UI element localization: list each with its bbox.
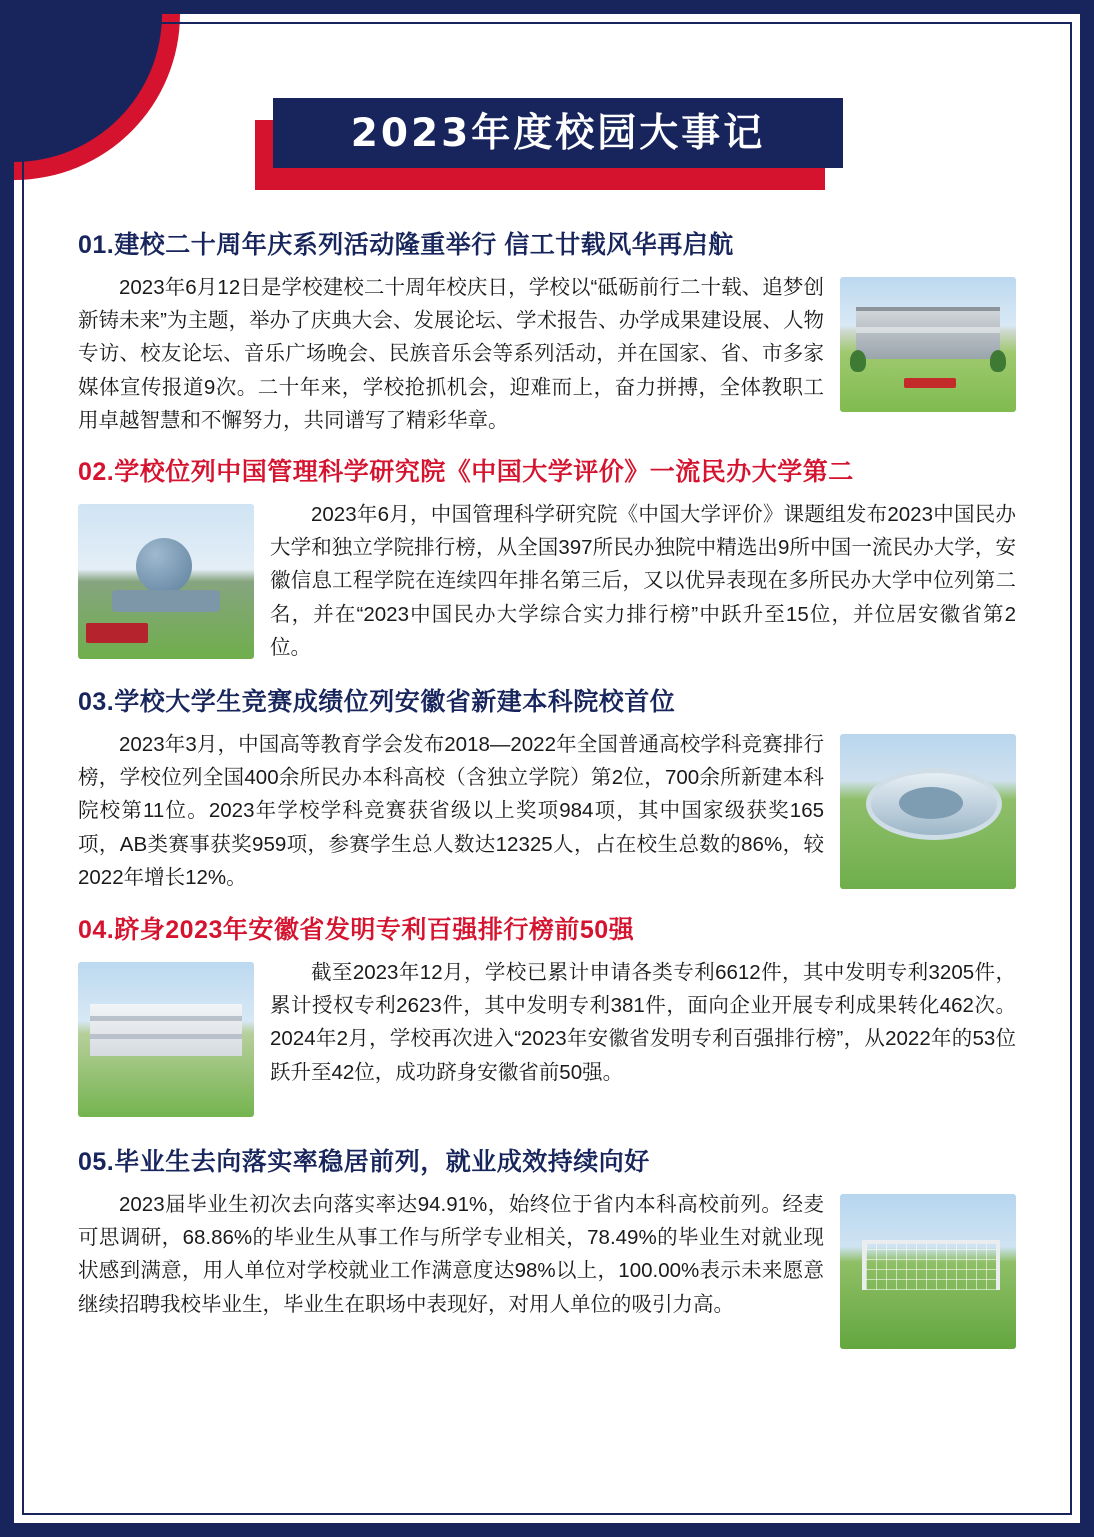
section-02-number: 02. <box>78 458 115 487</box>
section-03 <box>78 685 1016 895</box>
campus-anniversary-photo <box>840 277 1016 412</box>
section-04-title: 跻身2023年安徽省发明专利百强排行榜前50强 <box>114 916 635 945</box>
section-01-paragraph: 2023年6月12日是学校建校二十周年校庆日，学校以“砥砺前行二十载、追梦创新铸未来”为主题，举办了庆典大会、发展论坛、学术报告、办学成果建设展、人物专访、校友论坛、音乐广场晚会、民族音乐会等系列活动，并在国家、省、市多家媒体宣传报道9次。二十年来，学校抢抓机会，迎难而上，奋力拼搏，全体教职工用卓越智慧和不懈努力，共同谱写了精彩华章。 <box>78 276 824 432</box>
page-title: 2023年度校园大事记 <box>350 110 766 156</box>
section-04-number: 04. <box>78 916 115 945</box>
campus-sports-field-photo <box>840 1194 1016 1349</box>
campus-sculpture-photo <box>78 504 254 659</box>
section-03-title: 学校大学生竞赛成绩位列安徽省新建本科院校首位 <box>114 688 676 717</box>
campus-round-building-photo <box>840 734 1016 889</box>
title-banner <box>255 98 835 190</box>
section-05-number: 05. <box>78 1148 115 1177</box>
title-banner-navy-layer <box>273 98 843 168</box>
section-05-title: 毕业生去向落实率稳居前列，就业成效持续向好 <box>114 1148 650 1177</box>
section-02-paragraph: 2023年6月，中国管理科学研究院《中国大学评价》课题组发布2023中国民办大学和独立学院排行榜，从全国397所民办独院中精选出9所中国一流民办大学，安徽信息工程学院在连续四年排名第三后，又以优异表现在多所民办大学中位列第二名，并在“2023中国民办大学综合实力排行榜”中跃升至15位，并位居安徽省第2位。 <box>270 503 1016 659</box>
section-03-paragraph: 2023年3月，中国高等教育学会发布2018—2022年全国普通高校学科竞赛排行榜，学校位列全国400余所民办本科高校（含独立学院）第2位，700余所新建本科院校第11位。2023年学校学科竞赛获省级以上奖项984项，其中国家级获奖165项，AB类赛事获奖959项，参赛学生总人数达12325人，占在校生总数的86%，较2022年增长12%。 <box>78 733 824 889</box>
sections-container <box>78 228 1016 1361</box>
section-03-heading <box>78 685 1016 720</box>
section-01-heading <box>78 228 1016 263</box>
section-04-paragraph: 截至2023年12月，学校已累计申请各类专利6612件，其中发明专利3205件，累计授权专利2623件，其中发明专利381件，面向企业开展专利成果转化462次。2024年2月，学校再次进入“2023年安徽省发明专利百强排行榜”，从2022年的53位跃升至42位，成功跻身安徽省前50强。 <box>270 961 1016 1084</box>
section-01 <box>78 228 1016 437</box>
section-02-heading <box>78 455 1016 490</box>
section-05-heading <box>78 1145 1016 1180</box>
section-05 <box>78 1145 1016 1355</box>
section-02 <box>78 455 1016 665</box>
section-04-heading <box>78 913 1016 948</box>
section-05-paragraph: 2023届毕业生初次去向落实率达94.91%，始终位于省内本科高校前列。经麦可思调研，68.86%的毕业生从事工作与所学专业相关，78.49%的毕业生对就业现状感到满意，用人单位对学校就业工作满意度达98%以上，100.00%表示未来愿意继续招聘我校毕业生，毕业生在职场中表现好，对用人单位的吸引力高。 <box>78 1193 824 1316</box>
section-04 <box>78 913 1016 1123</box>
campus-library-photo <box>78 962 254 1117</box>
section-02-title: 学校位列中国管理科学研究院《中国大学评价》一流民办大学第二 <box>114 458 854 487</box>
corner-decoration-navy <box>14 14 162 162</box>
section-01-number: 01. <box>78 231 115 259</box>
section-01-title: 建校二十周年庆系列活动隆重举行 信工廿载风华再启航 <box>114 231 734 259</box>
section-03-number: 03. <box>78 688 115 717</box>
